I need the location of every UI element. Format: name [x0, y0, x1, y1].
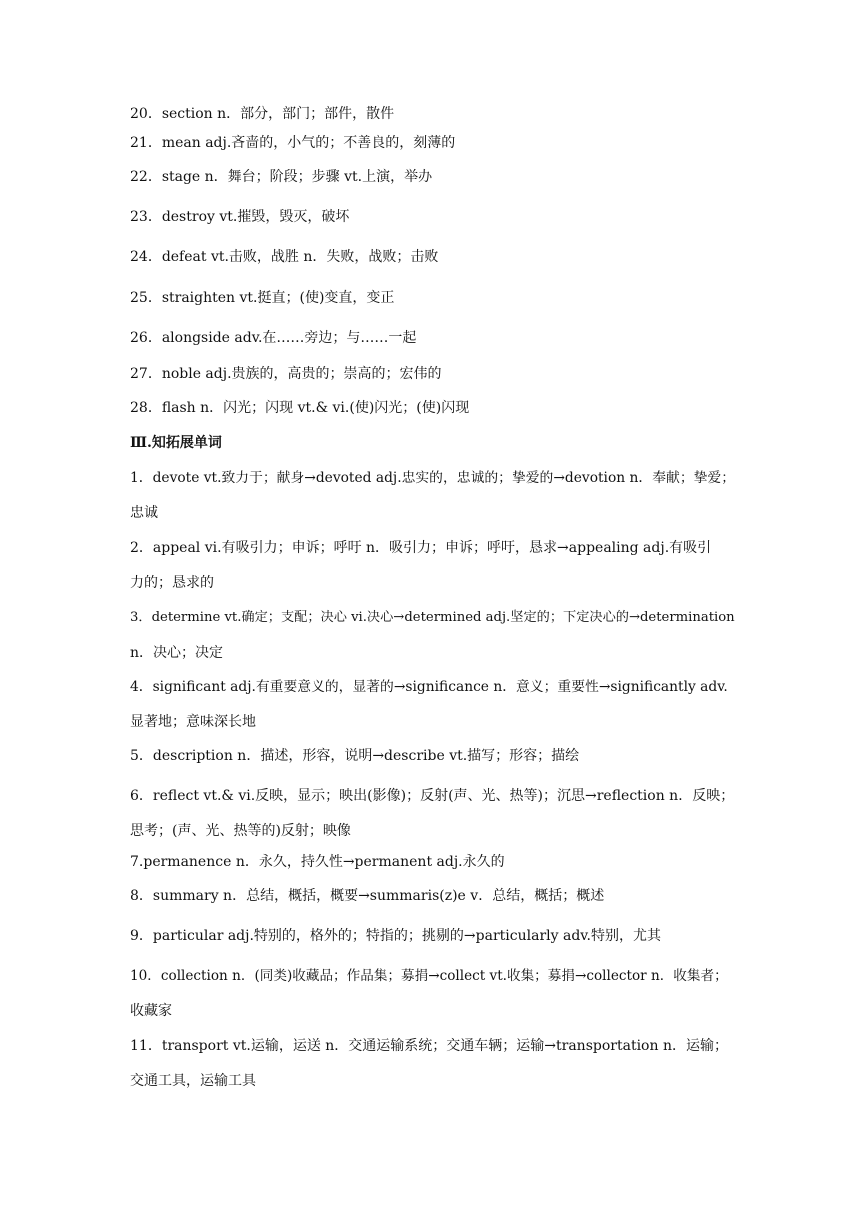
vocab-item-28: 28．flash n．闪光；闪现 vt.& vi.(使)闪光；(使)闪现 [130, 400, 470, 416]
expand-item-2-line-1: 2．appeal vi.有吸引力；申诉；呼吁 n．吸引力；申诉；呼吁，恳求→appealing adj.有吸引 [130, 540, 712, 556]
expand-item-11-line-1: 11．transport vt.运输，运送 n．交通运输系统；交通车辆；运输→transportation n．运输； [130, 1038, 728, 1054]
expand-item-8: 8．summary n．总结，概括，概要→summaris(z)e v．总结，概括；概述 [130, 888, 605, 904]
expand-item-3-line-2: n．决心；决定 [130, 645, 224, 661]
vocab-item-25: 25．straighten vt.挺直；(使)变直，变正 [130, 290, 395, 306]
section-heading: Ⅲ.知拓展单词 [130, 435, 222, 451]
expand-item-1-line-2: 忠诚 [130, 505, 158, 521]
vocab-item-22: 22．stage n．舞台；阶段；步骤 vt.上演，举办 [130, 169, 433, 185]
expand-item-2-line-2: 力的；恳求的 [130, 575, 214, 591]
expand-item-10-line-1: 10．collection n．(同类)收藏品；作品集；募捐→collect vt.收集；募捐→collector n．收集者； [130, 968, 728, 984]
vocab-item-24: 24．defeat vt.击败，战胜 n．失败，战败；击败 [130, 249, 439, 265]
expand-item-3-line-1: 3．determine vt.确定；支配；决心 vi.决心→determined adj.坚定的；下定决心的→determination [130, 610, 735, 625]
vocab-item-21: 21．mean adj.吝啬的，小气的；不善良的，刻薄的 [130, 135, 456, 151]
expand-item-6-line-1: 6．reflect vt.& vi.反映，显示；映出(影像)；反射(声、光、热等)；沉思→reflection n．反映； [130, 788, 735, 804]
expand-item-10-line-2: 收藏家 [130, 1003, 172, 1019]
expand-item-4-line-1: 4．significant adj.有重要意义的，显著的→significance n．意义；重要性→significantly adv. [130, 679, 728, 695]
vocab-item-23: 23．destroy vt.摧毁，毁灭，破坏 [130, 209, 350, 225]
expand-item-1-line-1: 1．devote vt.致力于；献身→devoted adj.忠实的，忠诚的；挚爱的→devotion n．奉献；挚爱； [130, 470, 735, 486]
expand-item-11-line-2: 交通工具，运输工具 [130, 1073, 256, 1089]
expand-item-9: 9．particular adj.特别的，格外的；特指的；挑剔的→particularly adv.特别，尤其 [130, 928, 661, 944]
vocab-item-26: 26．alongside adv.在……旁边；与……一起 [130, 330, 417, 346]
expand-item-5: 5．description n．描述，形容，说明→describe vt.描写；形容；描绘 [130, 748, 580, 764]
expand-item-7: 7.permanence n．永久，持久性→permanent adj.永久的 [130, 854, 505, 870]
expand-item-6-line-2: 思考；(声、光、热等的)反射；映像 [130, 823, 351, 839]
vocab-item-27: 27．noble adj.贵族的，高贵的；崇高的；宏伟的 [130, 366, 442, 382]
vocab-item-20: 20．section n．部分，部门；部件，散件 [130, 106, 395, 122]
expand-item-4-line-2: 显著地；意味深长地 [130, 714, 256, 730]
